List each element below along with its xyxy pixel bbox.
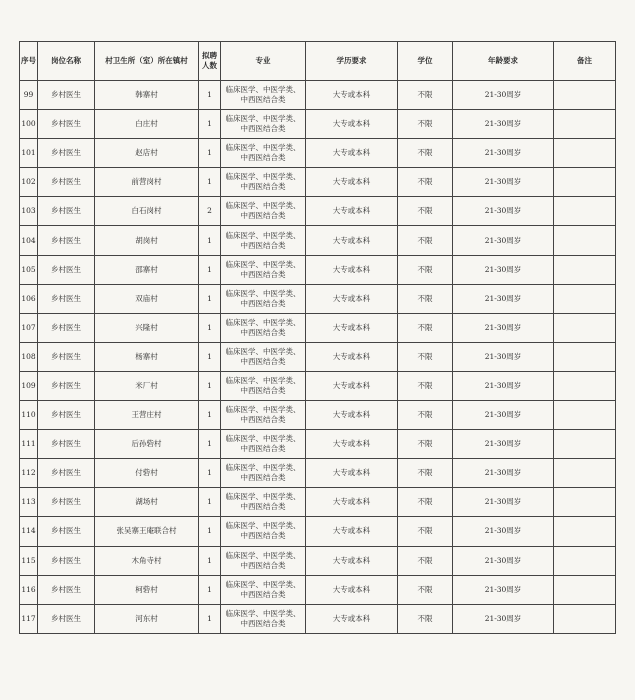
cell-degree: 不限	[398, 488, 453, 517]
cell-education: 大专或本科	[306, 575, 398, 604]
cell-education: 大专或本科	[306, 168, 398, 197]
header-degree: 学位	[398, 42, 453, 81]
cell-no: 114	[20, 517, 38, 546]
cell-remark	[554, 546, 616, 575]
cell-education: 大专或本科	[306, 226, 398, 255]
cell-position: 乡村医生	[38, 575, 95, 604]
cell-degree: 不限	[398, 226, 453, 255]
cell-count: 1	[199, 488, 221, 517]
header-age: 年龄要求	[453, 42, 554, 81]
table-row	[20, 197, 616, 226]
cell-education: 大专或本科	[306, 430, 398, 459]
cell-remark	[554, 488, 616, 517]
cell-remark	[554, 604, 616, 633]
cell-position: 乡村医生	[38, 459, 95, 488]
cell-position: 乡村医生	[38, 168, 95, 197]
table-row	[20, 313, 616, 342]
cell-age: 21-30周岁	[453, 371, 554, 400]
cell-education: 大专或本科	[306, 546, 398, 575]
cell-age: 21-30周岁	[453, 81, 554, 110]
cell-no: 115	[20, 546, 38, 575]
cell-degree: 不限	[398, 313, 453, 342]
cell-major: 临床医学、中医学类、中西医结合类	[221, 226, 306, 255]
cell-remark	[554, 517, 616, 546]
cell-degree: 不限	[398, 197, 453, 226]
table-row	[20, 517, 616, 546]
cell-position: 乡村医生	[38, 226, 95, 255]
cell-position: 乡村医生	[38, 604, 95, 633]
cell-degree: 不限	[398, 255, 453, 284]
cell-count: 1	[199, 139, 221, 168]
cell-count: 1	[199, 430, 221, 459]
cell-village: 杨寨村	[95, 342, 199, 371]
table-row	[20, 81, 616, 110]
cell-position: 乡村医生	[38, 517, 95, 546]
cell-village: 河东村	[95, 604, 199, 633]
cell-position: 乡村医生	[38, 371, 95, 400]
cell-no: 112	[20, 459, 38, 488]
cell-remark	[554, 575, 616, 604]
cell-position: 乡村医生	[38, 488, 95, 517]
cell-no: 109	[20, 371, 38, 400]
cell-major: 临床医学、中医学类、中西医结合类	[221, 284, 306, 313]
cell-remark	[554, 342, 616, 371]
table-row	[20, 168, 616, 197]
cell-major: 临床医学、中医学类、中西医结合类	[221, 342, 306, 371]
table-row	[20, 546, 616, 575]
cell-education: 大专或本科	[306, 401, 398, 430]
table-row	[20, 488, 616, 517]
cell-count: 1	[199, 575, 221, 604]
cell-no: 113	[20, 488, 38, 517]
cell-no: 99	[20, 81, 38, 110]
cell-remark	[554, 139, 616, 168]
recruitment-table	[19, 41, 616, 634]
cell-age: 21-30周岁	[453, 313, 554, 342]
cell-position: 乡村医生	[38, 430, 95, 459]
cell-position: 乡村医生	[38, 401, 95, 430]
cell-education: 大专或本科	[306, 371, 398, 400]
cell-count: 1	[199, 284, 221, 313]
cell-degree: 不限	[398, 371, 453, 400]
header-education: 学历要求	[306, 42, 398, 81]
cell-major: 临床医学、中医学类、中西医结合类	[221, 604, 306, 633]
cell-remark	[554, 168, 616, 197]
cell-major: 临床医学、中医学类、中西医结合类	[221, 459, 306, 488]
cell-village: 木角寺村	[95, 546, 199, 575]
cell-major: 临床医学、中医学类、中西医结合类	[221, 81, 306, 110]
cell-age: 21-30周岁	[453, 284, 554, 313]
cell-village: 韩寨村	[95, 81, 199, 110]
cell-age: 21-30周岁	[453, 546, 554, 575]
cell-remark	[554, 430, 616, 459]
cell-no: 105	[20, 255, 38, 284]
cell-degree: 不限	[398, 110, 453, 139]
header-position: 岗位名称	[38, 42, 95, 81]
cell-degree: 不限	[398, 459, 453, 488]
cell-major: 临床医学、中医学类、中西医结合类	[221, 517, 306, 546]
cell-age: 21-30周岁	[453, 197, 554, 226]
cell-education: 大专或本科	[306, 342, 398, 371]
cell-no: 117	[20, 604, 38, 633]
table-header-row	[20, 42, 616, 81]
cell-count: 1	[199, 110, 221, 139]
cell-education: 大专或本科	[306, 313, 398, 342]
cell-village: 兴隆村	[95, 313, 199, 342]
cell-no: 100	[20, 110, 38, 139]
cell-village: 赵店村	[95, 139, 199, 168]
cell-remark	[554, 313, 616, 342]
cell-remark	[554, 459, 616, 488]
cell-degree: 不限	[398, 284, 453, 313]
table-row	[20, 284, 616, 313]
table-row	[20, 371, 616, 400]
cell-degree: 不限	[398, 139, 453, 168]
header-major: 专业	[221, 42, 306, 81]
cell-position: 乡村医生	[38, 546, 95, 575]
cell-position: 乡村医生	[38, 81, 95, 110]
cell-no: 116	[20, 575, 38, 604]
table-row	[20, 575, 616, 604]
cell-age: 21-30周岁	[453, 575, 554, 604]
table-row	[20, 226, 616, 255]
cell-remark	[554, 371, 616, 400]
cell-degree: 不限	[398, 430, 453, 459]
cell-village: 米厂村	[95, 371, 199, 400]
cell-education: 大专或本科	[306, 284, 398, 313]
header-no: 序号	[20, 42, 38, 81]
cell-no: 106	[20, 284, 38, 313]
cell-age: 21-30周岁	[453, 139, 554, 168]
cell-age: 21-30周岁	[453, 255, 554, 284]
cell-village: 王营庄村	[95, 401, 199, 430]
header-village: 村卫生所（室）所在镇村	[95, 42, 199, 81]
cell-count: 1	[199, 168, 221, 197]
cell-count: 1	[199, 604, 221, 633]
cell-education: 大专或本科	[306, 459, 398, 488]
cell-major: 临床医学、中医学类、中西医结合类	[221, 488, 306, 517]
cell-major: 临床医学、中医学类、中西医结合类	[221, 401, 306, 430]
cell-position: 乡村医生	[38, 284, 95, 313]
cell-count: 1	[199, 517, 221, 546]
cell-count: 1	[199, 546, 221, 575]
cell-degree: 不限	[398, 401, 453, 430]
cell-major: 临床医学、中医学类、中西医结合类	[221, 197, 306, 226]
cell-major: 临床医学、中医学类、中西医结合类	[221, 255, 306, 284]
cell-remark	[554, 401, 616, 430]
cell-age: 21-30周岁	[453, 226, 554, 255]
cell-no: 102	[20, 168, 38, 197]
cell-village: 邵寨村	[95, 255, 199, 284]
cell-education: 大专或本科	[306, 81, 398, 110]
cell-village: 前营岗村	[95, 168, 199, 197]
cell-degree: 不限	[398, 546, 453, 575]
cell-no: 110	[20, 401, 38, 430]
table-row	[20, 430, 616, 459]
cell-education: 大专或本科	[306, 255, 398, 284]
cell-no: 111	[20, 430, 38, 459]
cell-village: 柯砦村	[95, 575, 199, 604]
cell-position: 乡村医生	[38, 197, 95, 226]
cell-major: 临床医学、中医学类、中西医结合类	[221, 371, 306, 400]
table-row	[20, 342, 616, 371]
cell-age: 21-30周岁	[453, 430, 554, 459]
cell-no: 107	[20, 313, 38, 342]
table-row	[20, 139, 616, 168]
cell-age: 21-30周岁	[453, 459, 554, 488]
cell-village: 胡岗村	[95, 226, 199, 255]
cell-education: 大专或本科	[306, 488, 398, 517]
cell-position: 乡村医生	[38, 139, 95, 168]
cell-remark	[554, 197, 616, 226]
cell-degree: 不限	[398, 575, 453, 604]
cell-count: 1	[199, 81, 221, 110]
cell-village: 付砦村	[95, 459, 199, 488]
cell-degree: 不限	[398, 604, 453, 633]
table-body	[20, 81, 616, 634]
cell-count: 1	[199, 401, 221, 430]
cell-major: 临床医学、中医学类、中西医结合类	[221, 430, 306, 459]
header-remark: 备注	[554, 42, 616, 81]
cell-remark	[554, 284, 616, 313]
cell-age: 21-30周岁	[453, 517, 554, 546]
table-row	[20, 110, 616, 139]
cell-position: 乡村医生	[38, 255, 95, 284]
cell-degree: 不限	[398, 342, 453, 371]
table-row	[20, 401, 616, 430]
cell-count: 1	[199, 255, 221, 284]
cell-degree: 不限	[398, 81, 453, 110]
cell-education: 大专或本科	[306, 604, 398, 633]
cell-major: 临床医学、中医学类、中西医结合类	[221, 575, 306, 604]
cell-no: 101	[20, 139, 38, 168]
cell-count: 1	[199, 342, 221, 371]
table-row	[20, 255, 616, 284]
cell-village: 张吴寨王庵联合村	[95, 517, 199, 546]
cell-age: 21-30周岁	[453, 168, 554, 197]
cell-major: 临床医学、中医学类、中西医结合类	[221, 168, 306, 197]
cell-remark	[554, 110, 616, 139]
cell-age: 21-30周岁	[453, 110, 554, 139]
cell-count: 1	[199, 459, 221, 488]
cell-remark	[554, 255, 616, 284]
cell-degree: 不限	[398, 168, 453, 197]
cell-remark	[554, 226, 616, 255]
cell-major: 临床医学、中医学类、中西医结合类	[221, 313, 306, 342]
cell-position: 乡村医生	[38, 110, 95, 139]
cell-education: 大专或本科	[306, 517, 398, 546]
cell-village: 双庙村	[95, 284, 199, 313]
cell-no: 103	[20, 197, 38, 226]
cell-major: 临床医学、中医学类、中西医结合类	[221, 110, 306, 139]
cell-no: 108	[20, 342, 38, 371]
cell-age: 21-30周岁	[453, 488, 554, 517]
cell-no: 104	[20, 226, 38, 255]
cell-position: 乡村医生	[38, 313, 95, 342]
cell-count: 1	[199, 371, 221, 400]
cell-village: 白庄村	[95, 110, 199, 139]
table-row	[20, 604, 616, 633]
cell-remark	[554, 81, 616, 110]
cell-age: 21-30周岁	[453, 604, 554, 633]
cell-count: 2	[199, 197, 221, 226]
cell-count: 1	[199, 313, 221, 342]
table-row	[20, 459, 616, 488]
cell-position: 乡村医生	[38, 342, 95, 371]
cell-major: 临床医学、中医学类、中西医结合类	[221, 546, 306, 575]
cell-age: 21-30周岁	[453, 342, 554, 371]
cell-education: 大专或本科	[306, 139, 398, 168]
cell-education: 大专或本科	[306, 197, 398, 226]
cell-village: 湖场村	[95, 488, 199, 517]
cell-degree: 不限	[398, 517, 453, 546]
cell-village: 白石岗村	[95, 197, 199, 226]
header-count: 拟聘人数	[199, 42, 221, 81]
cell-age: 21-30周岁	[453, 401, 554, 430]
cell-education: 大专或本科	[306, 110, 398, 139]
cell-count: 1	[199, 226, 221, 255]
cell-major: 临床医学、中医学类、中西医结合类	[221, 139, 306, 168]
cell-village: 后孙砦村	[95, 430, 199, 459]
